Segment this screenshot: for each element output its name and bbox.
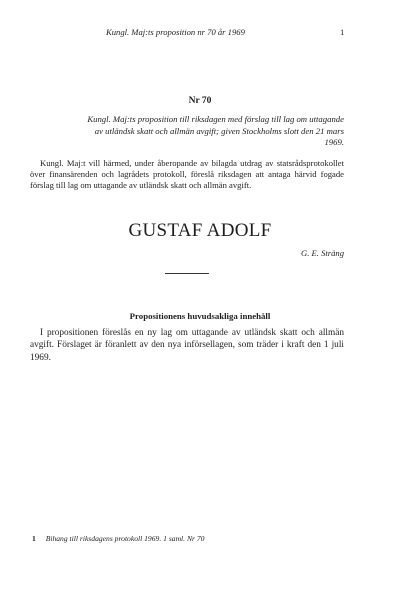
footer-note (32, 534, 352, 543)
proposition-number: Nr 70 (188, 96, 212, 106)
page-number: 1 (340, 27, 345, 37)
king-signature: GUSTAF ADOLF (128, 220, 272, 241)
section-body: I propositionen föreslås en ny lag om uttagande av utländsk skatt och allmän avgift. Förslaget är föranlett av den nya införsellagen, som träder i kraft den 1 juli 1969. (30, 328, 344, 363)
intro-paragraph: Kungl. Maj:t vill härmed, under åberopande av bilagda utdrag av statsrådsprotokollet över finansärenden och lagrådets protokoll, föreslå riksdagen att antaga härvid fogade förslag till lag om uttagande av utländsk skatt och allmän avgift. (30, 158, 344, 191)
proposition-subtitle: Kungl. Maj:ts proposition till riksdagen med förslag till lag om uttagande av utländsk skatt och allmän avgift; given Stockholms slott den 21 mars 1969. (87, 114, 344, 147)
minister-signature: G. E. Sträng (301, 248, 344, 258)
section-heading: Propositionens huvudsakliga innehåll (129, 311, 271, 321)
running-header-title: Kungl. Maj:ts proposition nr 70 år 1969 (106, 27, 245, 37)
section-divider (165, 273, 209, 274)
footer-text: Bihang till riksdagens protokoll 1969. 1 saml. Nr 70 (45, 534, 205, 543)
footer-number: 1 (32, 534, 36, 543)
